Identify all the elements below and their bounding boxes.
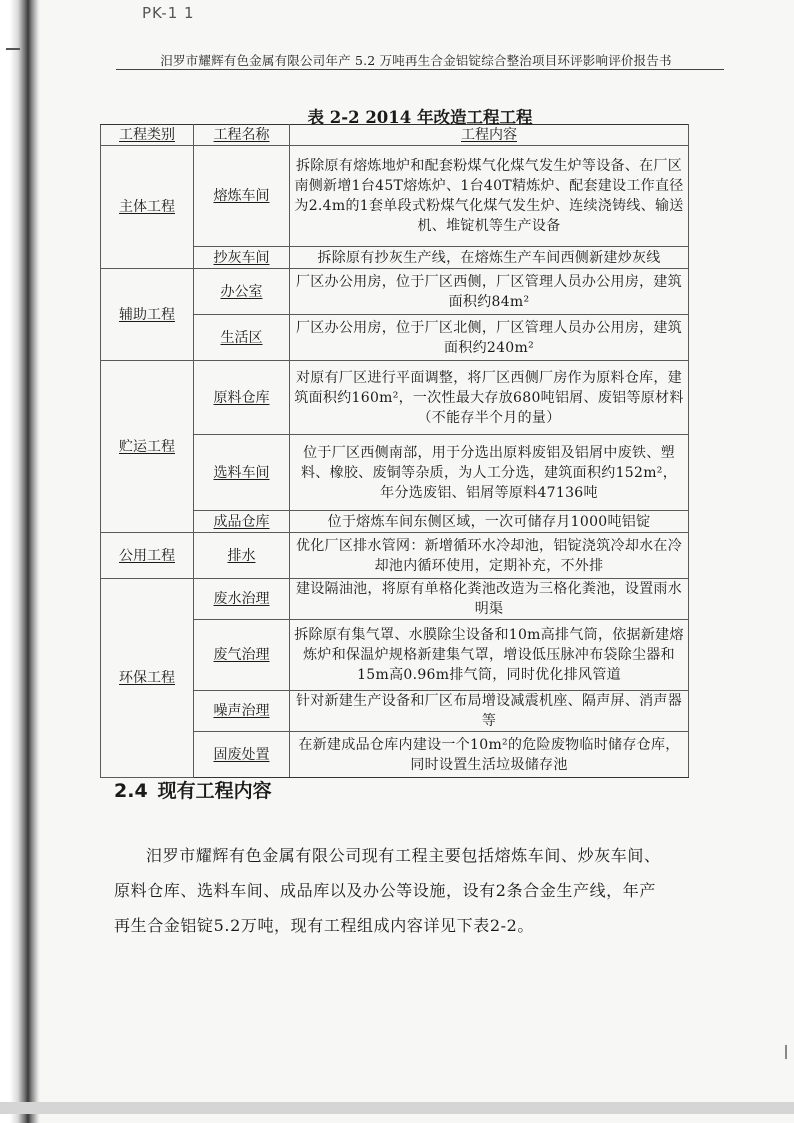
content-cell: 拆除原有熔炼地炉和配套粉煤气化煤气发生炉等设备、在厂区南侧新增1台45T熔炼炉、1台40T精炼炉、配套建设工作直径为2.4m的1套单段式粉煤气化煤气发生炉、连续浇铸线、输送机、堆锭机等生产设备 xyxy=(290,146,689,247)
section-number: 2.4 xyxy=(114,780,148,802)
content-cell: 针对新建生产设备和厂区布局增设减震机座、隔声屏、消声器等 xyxy=(290,691,689,732)
header-rule xyxy=(116,69,724,70)
name-cell: 固废处置 xyxy=(194,732,290,778)
name-cell: 选料车间 xyxy=(194,435,290,511)
name-cell: 排水 xyxy=(194,533,290,579)
category-cell: 贮运工程 xyxy=(101,361,194,533)
scan-bottom-edge xyxy=(0,1102,794,1114)
content-cell: 建设隔油池，将原有单格化粪池改造为三格化粪池，设置雨水明渠 xyxy=(290,579,689,620)
name-cell: 成品仓库 xyxy=(194,511,290,533)
content-cell: 位于熔炼车间东侧区域，一次可储存月1000吨铝锭 xyxy=(290,511,689,533)
category-cell: 环保工程 xyxy=(101,579,194,778)
handwritten-annotation: PK-1 1 xyxy=(142,4,195,22)
content-cell: 拆除原有抄灰生产线，在熔炼生产车间西侧新建炒灰线 xyxy=(290,247,689,269)
table-row xyxy=(101,533,689,579)
binding-shadow xyxy=(0,0,40,1123)
content-cell: 厂区办公用房，位于厂区北侧，厂区管理人员办公用房，建筑面积约240m² xyxy=(290,315,689,361)
table-caption: 表 2-2 2014 年改造工程工程 xyxy=(307,108,533,127)
project-table xyxy=(100,124,689,778)
name-cell: 生活区 xyxy=(194,315,290,361)
table-header-row xyxy=(101,125,689,146)
table-row xyxy=(101,269,689,315)
table-row xyxy=(101,361,689,435)
content-cell: 在新建成品仓库内建设一个10m²的危险废物临时储存仓库，同时设置生活垃圾储存池 xyxy=(290,732,689,778)
table-row xyxy=(101,146,689,247)
section-title: 现有工程内容 xyxy=(157,780,272,802)
running-header: 汨罗市耀辉有色金属有限公司年产 5.2 万吨再生合金铝锭综合整治项目环评影响评价报告书 xyxy=(160,53,672,68)
content-cell: 对原有厂区进行平面调整，将厂区西侧厂房作为原料仓库，建筑面积约160m²，一次性最大存放680吨铝屑、废铝等原材料（不能存半个月的量） xyxy=(290,361,689,435)
name-cell: 噪声治理 xyxy=(194,691,290,732)
section-heading xyxy=(114,776,272,803)
content-cell: 位于厂区西侧南部，用于分选出原料废铝及铝屑中废铁、塑料、橡胶、废铜等杂质，为人工分选，建筑面积约152m²，年分选废铝、铝屑等原料47136吨 xyxy=(290,435,689,511)
category-cell: 辅助工程 xyxy=(101,269,194,361)
scan-speck xyxy=(785,1045,787,1059)
scan-mark xyxy=(6,48,20,50)
content-cell: 拆除原有集气罩、水膜除尘设备和10m高排气筒，依据新建熔炼炉和保温炉规格新建集气罩，增设低压脉冲布袋除尘器和15m高0.96m排气筒，同时优化排风管道 xyxy=(290,620,689,691)
name-cell: 废水治理 xyxy=(194,579,290,620)
content-cell: 优化厂区排水管网：新增循环水冷却池，铝锭浇筑冷却水在冷却池内循环使用，定期补充，不外排 xyxy=(290,533,689,579)
name-cell: 原料仓库 xyxy=(194,361,290,435)
category-cell: 公用工程 xyxy=(101,533,194,579)
category-cell: 主体工程 xyxy=(101,146,194,269)
name-cell: 废气治理 xyxy=(194,620,290,691)
table-row xyxy=(101,579,689,620)
header-name: 工程名称 xyxy=(194,125,290,146)
name-cell: 熔炼车间 xyxy=(194,146,290,247)
content-cell: 厂区办公用房，位于厂区西侧，厂区管理人员办公用房，建筑面积约84m² xyxy=(290,269,689,315)
name-cell: 抄灰车间 xyxy=(194,247,290,269)
name-cell: 办公室 xyxy=(194,269,290,315)
section-paragraph: 汨罗市耀辉有色金属有限公司现有工程主要包括熔炼车间、炒灰车间、原料仓库、选料车间、成品库以及办公等设施，设有2条合金生产线，年产再生合金铝锭5.2万吨，现有工程组成内容详见下表2-2。 xyxy=(114,846,661,935)
header-content: 工程内容 xyxy=(290,125,689,146)
header-category: 工程类别 xyxy=(101,125,194,146)
